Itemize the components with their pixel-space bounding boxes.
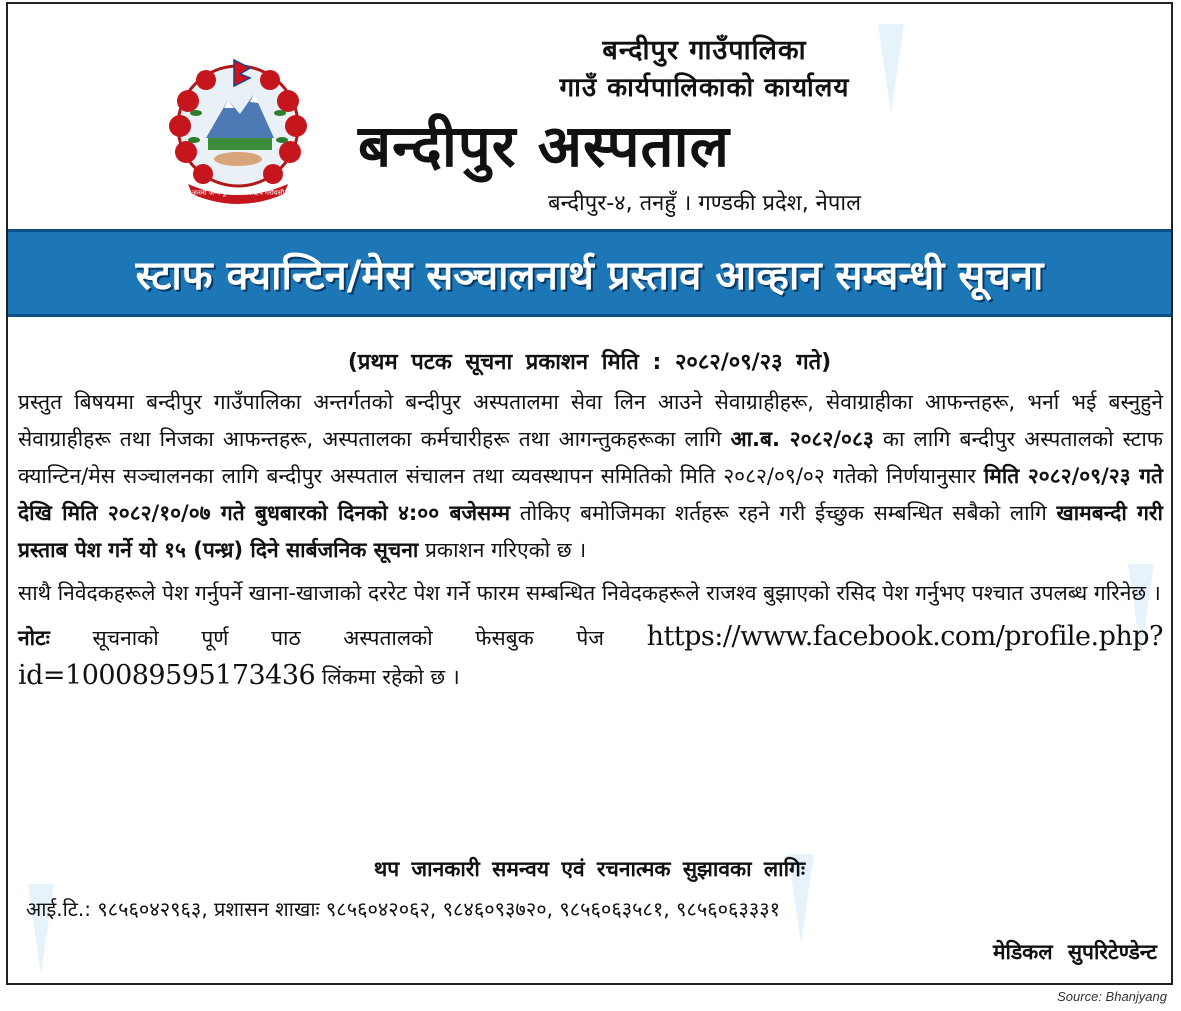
- paragraph-text: प्रकाशन गरिएको छ ।: [418, 538, 587, 562]
- office-name: गाउँ कार्यपालिकाको कार्यालय: [559, 73, 850, 103]
- signature: मेडिकल सुपरिटेण्डेन्ट: [992, 940, 1157, 964]
- source-credit: Source: Bhanjyang: [1057, 989, 1167, 1004]
- paragraph-text: का लागि बन्दीपुर अस्पतालको स्टाफ क्यान्टिन/मेस सञ्चालनका लागि बन्दीपुर अस्पताल संचालन तथा व्यवस्थापन समितिको मिति २०८२/०९/०२ गतेको निर्णयानुसार: [18, 427, 1163, 488]
- paragraph-main: [18, 384, 1163, 569]
- emblem-text: जननी जन्मभूमिश्च स्वर्गादपि गरीयसी: [191, 189, 285, 197]
- notice-body: [18, 384, 1163, 696]
- notice-frame: [6, 2, 1173, 985]
- note-paragraph: [18, 618, 1163, 696]
- note-text: लिंकमा रहेको छ ।: [315, 665, 460, 689]
- municipality-name: बन्दीपुर गाउँपालिका: [602, 35, 807, 66]
- fiscal-year: आ.ब. २०८२/०८३: [730, 427, 874, 451]
- notice-title: स्टाफ क्यान्टिन/मेस सञ्चालनार्थ प्रस्ताव आव्हान सम्बन्धी सूचना: [135, 252, 1044, 299]
- contact-numbers: आई.टि.: ९८५६०४२९६३, प्रशासन शाखाः ९८५६०४२०६२, ९८४६०९३७२०, ९८५६०६३५८१, ९८५६०६३३३१: [26, 897, 781, 921]
- hospital-name: बन्दीपुर अस्पताल: [358, 112, 730, 180]
- deadline-text: मिति २०८२/०९/२३ गते देखि मिति २०८२/१०/०७ गते बुधबारको दिनको ४:०० बजेसम्म: [18, 464, 1163, 525]
- paragraph-form-info: साथै निवेदकहरूले पेश गर्नुपर्ने खाना-खाजाको दररेट पेश गर्ने फारम सम्बन्धित निवेदकहरूले राजश्व बुझाएको रसिद पेश गर्नुभए पश्चात उपलब्ध गरिनेछ ।: [18, 581, 1161, 605]
- notice-title-banner: [8, 229, 1171, 317]
- note-text: सूचनाको पूर्ण पाठ अस्पतालको फेसबुक पेज: [49, 626, 647, 650]
- paragraph-text: प्रस्तुत बिषयमा बन्दीपुर गाउँपालिका अन्तर्गतको बन्दीपुर अस्पतालमा सेवा लिन आउने सेवाग्राहीहरू, सेवाग्राहीका आफन्तहरू, भर्ना भई बस्नुहुने सेवाग्राहीहरू तथा निजका आफन्तहरू, अस्पतालका कर्मचारीहरू तथा आगन्तुकहरूका लागि: [18, 390, 1163, 451]
- paragraph-text: तोकिए बमोजिमका शर्तहरू रहने गरी ईच्छुक सम्बन्धित सबैको लागि: [510, 501, 1057, 525]
- note-label: नोटः: [18, 626, 50, 650]
- hospital-address: बन्दीपुर-४, तनहुँ । गण्डकी प्रदेश, नेपाल: [547, 191, 861, 216]
- notice-highlight: खामबन्दी गरी प्रस्ताब पेश गर्ने यो १५ (पन्ध्र) दिने सार्बजनिक सूचना: [18, 501, 1163, 562]
- contact-title: थप जानकारी समन्वय एवं रचनात्मक सुझावका लागिः: [373, 857, 806, 881]
- publication-date-line: (प्रथम पटक सूचना प्रकाशन मिति : २०८२/०९/२३ गते): [347, 350, 832, 375]
- notice-header: [8, 4, 1171, 229]
- facebook-link[interactable]: https://www.facebook.com/profile.php?id=100089595173436: [18, 621, 1163, 691]
